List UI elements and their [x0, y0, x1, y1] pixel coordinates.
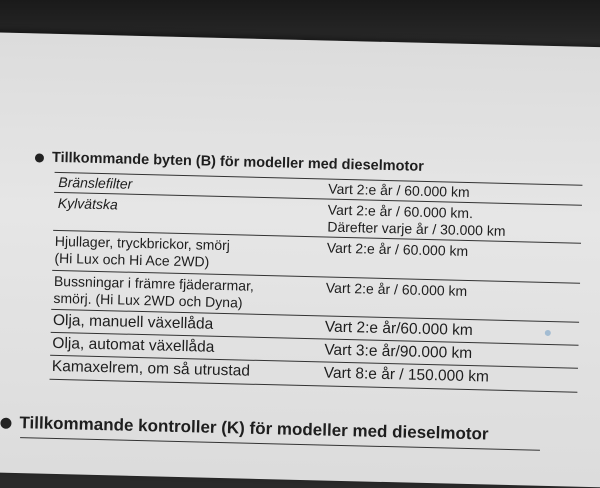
row-item-timing-belt: Kamaxelrem, om så utrustad [51, 357, 251, 380]
row-item-wheel-bearings-line1: Hjullager, tryckbrickor, smörj [54, 232, 231, 254]
row-interval-timing-belt: Vart 8:e år / 150.000 km [323, 364, 490, 386]
row-interval-manual-gearbox-oil: Vart 2:e år/60.000 km [324, 318, 473, 340]
row-item-bushings-line2: smörj. (Hi Lux 2WD och Dyna) [53, 289, 243, 311]
row-item-automatic-gearbox-oil: Olja, automat växellåda [52, 334, 215, 356]
row-interval-automatic-gearbox-oil: Vart 3:e år/90.000 km [324, 341, 473, 363]
table-bottom-rule [50, 379, 578, 393]
row-item-bushings-line1: Bussningar i främre fjäderarmar, [53, 272, 255, 294]
section-title-text: Tillkommande byten (B) för modeller med dieselmotor [51, 149, 425, 175]
row-interval-bushings: Vart 2:e år / 60.000 km [325, 279, 468, 299]
row-interval-wheel-bearings: Vart 2:e år / 60.000 km [326, 239, 469, 259]
table-top-rule [55, 172, 583, 186]
row-item-wheel-bearings-line2: (Hi Lux och Hi Ace 2WD) [54, 249, 210, 270]
bullet-icon [35, 153, 44, 162]
manual-page [0, 32, 600, 488]
row-interval-coolant-line1: Vart 2:e år / 60.000 km. [327, 201, 474, 222]
row-divider [54, 192, 582, 206]
row-item-coolant: Kylvätska [57, 194, 118, 213]
row-interval-fuel-filter: Vart 2:e år / 60.000 km [328, 180, 470, 201]
pencil-mark [545, 330, 551, 336]
section-title-inspections [0, 413, 489, 445]
row-item-manual-gearbox-oil: Olja, manuell växellåda [52, 311, 214, 333]
bullet-icon [0, 418, 11, 429]
section-title-replacements [35, 149, 424, 174]
row-item-fuel-filter: Bränslefilter [58, 173, 133, 192]
section-title-text: Tillkommande kontroller (K) för modeller med dieselmotor [19, 413, 489, 444]
row-interval-coolant-line2: Därefter varje år / 30.000 km [327, 218, 506, 239]
